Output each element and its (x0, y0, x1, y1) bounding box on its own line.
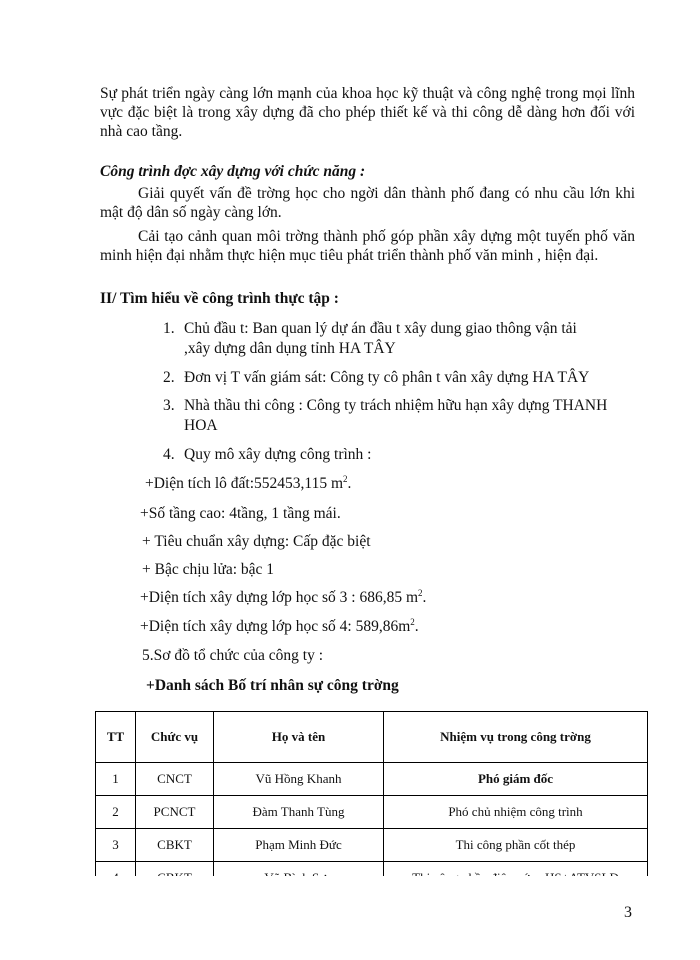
fact-classroom-3-area: +Diện tích xây dựng lớp học số 3 : 686,85 $m^2$. (140, 587, 427, 606)
cell-name: Vũ Hồng Khanh (214, 763, 384, 796)
header-position: Chức vụ (136, 712, 214, 763)
table-row (96, 829, 648, 862)
list-number: 2. (163, 369, 175, 386)
cell-tt: 2 (96, 796, 136, 829)
function-paragraph-1: Giải quyết vấn đề trờng học cho ngời dân thành phố đang có nhu cầu lớn khi mật độ dân số ngày càng lớn. (100, 185, 635, 221)
fact-fire-rating: + Bậc chịu lửa: bậc 1 (142, 561, 275, 578)
list-number: 3. (163, 397, 175, 414)
intro-paragraph: Sự phát triển ngày càng lớn mạnh của khoa học kỹ thuật và công nghệ trong mọi lĩnh vực đặc biệt là trong xây dựng đã cho phép thiết kế và thi công dễ dàng hơn đối với nhà cao tầng. (100, 85, 635, 140)
table-row (96, 763, 648, 796)
header-duty: Nhiệm vụ trong công trờng (384, 712, 648, 763)
cell-duty: Phó giám đốc (384, 763, 648, 796)
list-item-owner: Chủ đầu t: Ban quan lý dự án đầu t xây dung giao thông vận tải (184, 320, 577, 337)
list-number: 1. (163, 320, 175, 337)
list-item-owner-cont: ,xây dựng dân dụng tỉnh HA TÂY (184, 340, 396, 357)
fact-floors: +Số tầng cao: 4tầng, 1 tầng mái. (140, 505, 341, 522)
fact-org-chart: 5.Sơ đồ tổ chức của công ty : (142, 647, 324, 664)
cell-position: PCNCT (136, 796, 214, 829)
fact-standard: + Tiêu chuẩn xây dựng: Cấp đặc biệt (142, 533, 371, 550)
cell-name: Phạm Minh Đức (214, 829, 384, 862)
cell-tt: 3 (96, 829, 136, 862)
page-number: 3 (624, 904, 632, 921)
list-item-contractor-cont: HOA (184, 417, 218, 434)
cell-position: CBKT (136, 829, 214, 862)
section-heading: II/ Tìm hiểu về công trình thực tập : (100, 290, 339, 307)
list-item-contractor: Nhà thầu thi công : Công ty trách nhiệm hữu hạn xây dựng THANH (184, 397, 608, 414)
fact-classroom-4-area: +Diện tích xây dựng lớp học số 4: $589,86m^2$. (140, 616, 419, 635)
cell-duty: Phó chủ nhiệm công trình (384, 796, 648, 829)
function-heading: Công trình đợc xây dựng với chức năng : (100, 163, 366, 180)
header-tt: TT (96, 712, 136, 763)
table-header-row (96, 712, 648, 763)
table-row (96, 796, 648, 829)
header-name: Họ và tên (214, 712, 384, 763)
page-cutoff (0, 876, 700, 960)
cell-duty: Thi công phần cốt thép (384, 829, 648, 862)
list-item-scale: Quy mô xây dựng công trình : (184, 446, 372, 463)
cell-name: Đàm Thanh Tùng (214, 796, 384, 829)
cell-position: CNCT (136, 763, 214, 796)
staff-table (95, 711, 648, 895)
function-paragraph-2: Cải tạo cảnh quan môi trờng thành phố góp phần xây dựng một tuyến phố văn minh hiện đại nhằm thực hiện mục tiêu phát triển thành phố văn minh , hiện đại. (100, 228, 635, 264)
cell-tt: 1 (96, 763, 136, 796)
staff-heading: +Danh sách Bố trí nhân sự công trờng (146, 677, 399, 694)
list-number: 4. (163, 446, 175, 463)
fact-land-area: +Diện tích lô đất:552453,115 $m^2$. (145, 473, 352, 492)
list-item-supervisor: Đơn vị T vấn giám sát: Công ty cô phân t vân xây dựng HA TÂY (184, 369, 590, 386)
